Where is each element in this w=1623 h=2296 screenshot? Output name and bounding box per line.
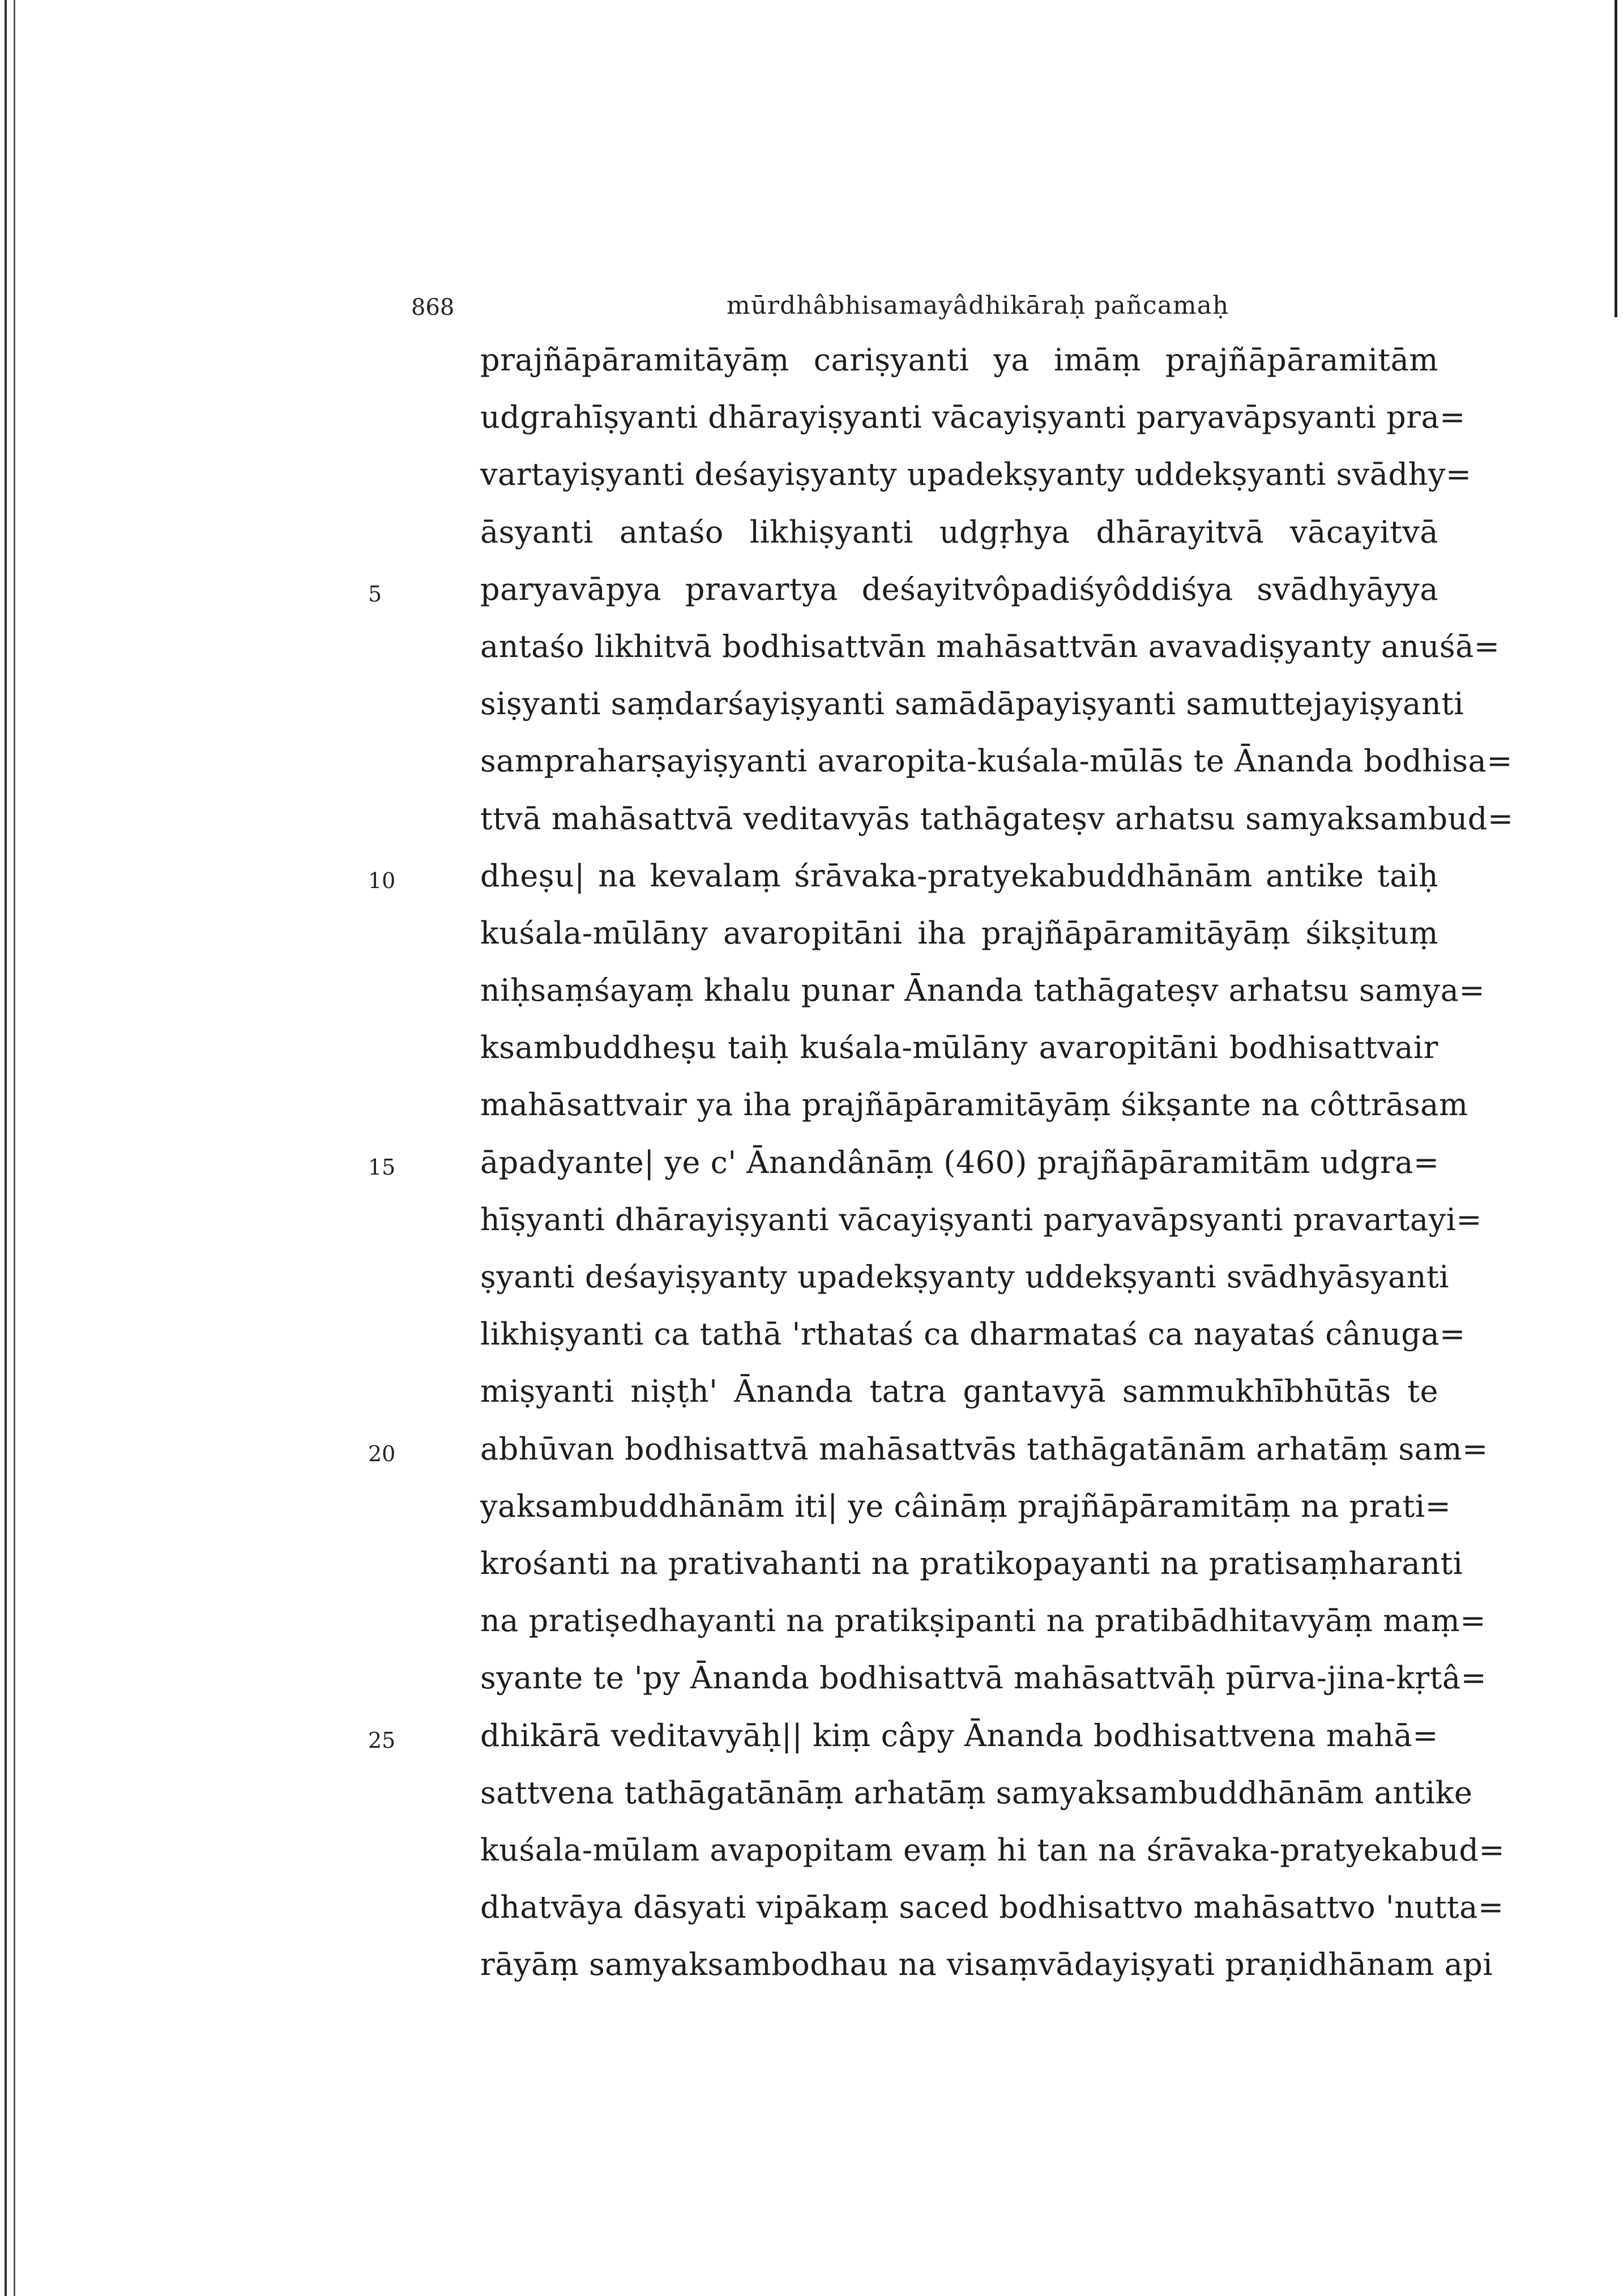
line-number: 15 (368, 1155, 396, 1180)
text-line: likhiṣyanti ca tathā 'rthataś ca dharmataś ca nayataś cânuga= (480, 1316, 1466, 1352)
text-line: hīṣyanti dhārayiṣyanti vācayiṣyanti paryavāpsyanti pravartayi= (480, 1201, 1483, 1237)
text-line: prajñāpāramitāyāṃ cariṣyanti ya imāṃ prajñāpāramitām (480, 342, 1438, 378)
text-line: ṣyanti deśayiṣyanty upadekṣyanty uddekṣyanti svādhyāsyanti (480, 1259, 1449, 1295)
text-line: paryavāpya pravartya deśayitvôpadiśyôddiśya svādhyāyya (480, 571, 1438, 607)
line-number: 10 (368, 868, 396, 893)
text-line: syante te 'py Ānanda bodhisattvā mahāsattvāḥ pūrva-jina-kṛtâ= (480, 1660, 1487, 1696)
body-text (480, 331, 1514, 1993)
right-edge-mark (1615, 0, 1617, 317)
text-line: dheṣu| na kevalaṃ śrāvaka-pratyekabuddhānām antike taiḥ (480, 857, 1438, 894)
text-line: kuśala-mūlāny avaropitāni iha prajñāpāramitāyāṃ śikṣituṃ (480, 915, 1438, 951)
text-line: ttvā mahāsattvā veditavyās tathāgateṣv arhatsu samyaksambud= (480, 800, 1514, 837)
text-line: mahāsattvair ya iha prajñāpāramitāyāṃ śikṣante na côttrāsam (480, 1087, 1468, 1123)
text-line: abhūvan bodhisattvā mahāsattvās tathāgatānām arhatāṃ sam= (480, 1431, 1488, 1467)
text-line: antaśo likhitvā bodhisattvān mahāsattvān avavadiṣyanty anuśā= (480, 628, 1500, 664)
text-line: rāyāṃ samyaksambodhau na visaṃvādayiṣyati praṇidhānam api (480, 1947, 1493, 1983)
running-title: mūrdhâbhisamayâdhikāraḥ pañcamaḥ (727, 291, 1229, 320)
text-line: yaksambuddhānām iti| ye câināṃ prajñāpāramitāṃ na prati= (480, 1488, 1451, 1524)
text-line: dhatvāya dāsyati vipākaṃ saced bodhisattvo mahāsattvo 'nutta= (480, 1889, 1504, 1926)
binding-edge-line (5, 0, 7, 2296)
text-line: miṣyanti niṣṭh' Ānanda tatra gantavyā sammukhībhūtās te (480, 1373, 1438, 1410)
line-number: 5 (368, 582, 382, 607)
binding-edge-line-inner (14, 0, 15, 2296)
text-line: siṣyanti saṃdarśayiṣyanti samādāpayiṣyanti samuttejayiṣyanti (480, 686, 1464, 722)
text-line: krośanti na prativahanti na pratikopayanti na pratisaṃharanti (480, 1545, 1463, 1581)
line-number: 25 (368, 1728, 396, 1753)
page-number: 868 (411, 295, 455, 321)
text-line: vartayiṣyanti deśayiṣyanty upadekṣyanty uddekṣyanti svādhy= (480, 456, 1472, 493)
text-line: niḥsaṃśayaṃ khalu punar Ānanda tathāgateṣv arhatsu samya= (480, 972, 1485, 1009)
text-line: udgrahīṣyanti dhārayiṣyanti vācayiṣyanti paryavāpsyanti pra= (480, 399, 1466, 436)
text-line: dhikārā veditavyāḥ|| kiṃ câpy Ānanda bodhisattvena mahā= (480, 1717, 1438, 1753)
text-line: kuśala-mūlam avapopitam evaṃ hi tan na śrāvaka-pratyekabud= (480, 1832, 1505, 1868)
text-line: sattvena tathāgatānāṃ arhatāṃ samyaksambuddhānām antike (480, 1774, 1473, 1811)
text-line: ksambuddheṣu taiḥ kuśala-mūlāny avaropitāni bodhisattvair (480, 1030, 1438, 1066)
line-number: 20 (368, 1441, 396, 1466)
text-line: na pratiṣedhayanti na pratikṣipanti na pratibādhitavyāṃ maṃ= (480, 1603, 1486, 1639)
text-line: āpadyante| ye c' Ānandânāṃ (460) prajñāpāramitām udgra= (480, 1144, 1440, 1180)
text-line: āsyanti antaśo likhiṣyanti udgṛhya dhārayitvā vācayitvā (480, 514, 1438, 550)
text-line: sampraharṣayiṣyanti avaropita-kuśala-mūlās te Ānanda bodhisa= (480, 743, 1513, 779)
